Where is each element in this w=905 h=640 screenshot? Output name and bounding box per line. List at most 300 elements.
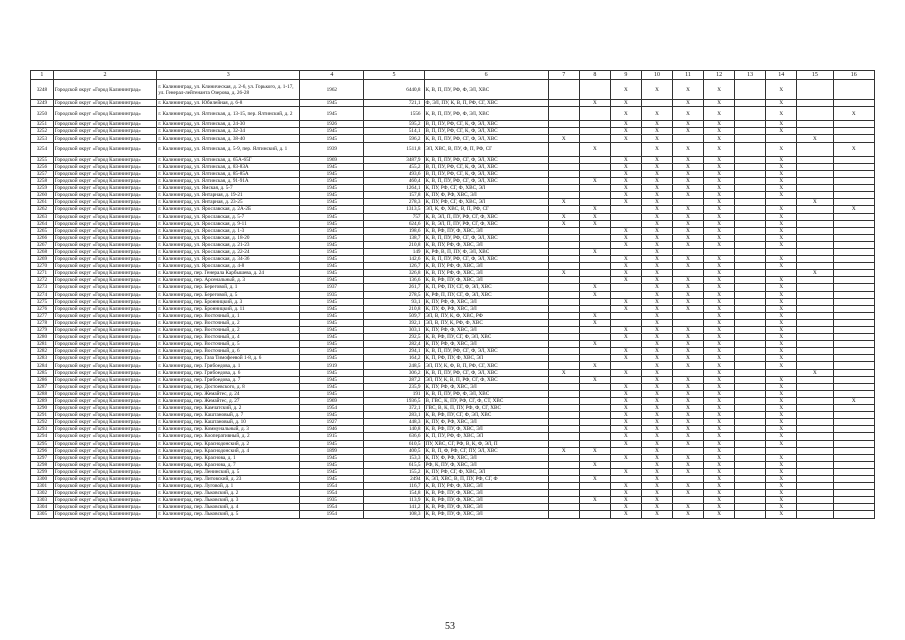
table-cell: X [704, 170, 735, 177]
table-cell: К, В, РФ, ПУ, СГ, Ф, ЭЛ, ХВС [424, 412, 548, 419]
table-cell [833, 291, 875, 298]
table-cell: Городской округ «Город Калининград» [53, 483, 157, 490]
table-cell: X [641, 227, 672, 234]
table-cell [579, 397, 610, 404]
table-cell [673, 319, 704, 326]
table-cell [548, 163, 579, 170]
table-cell: 3286 [31, 376, 54, 383]
table-cell: X [579, 497, 610, 504]
table-cell: 1954 [300, 504, 364, 511]
table-cell: X [641, 383, 672, 390]
table-cell: 1945 [300, 241, 364, 248]
table-cell: X [610, 100, 641, 107]
table-cell: X [641, 277, 672, 284]
table-cell: Городской округ «Город Калининград» [53, 185, 157, 192]
table-row [31, 319, 875, 326]
table-cell: X [704, 369, 735, 376]
table-cell: X [641, 468, 672, 475]
table-cell: X [673, 227, 704, 234]
table-cell [735, 334, 766, 341]
table-cell: К, ПУ, РФ, СГ, Ф, ХВС, ЭЛ [424, 199, 548, 206]
table-cell: ЭЛ, В, ПУ, К, РФ, Ф, ХВС [424, 319, 548, 326]
table-cell: г. Калининград, пер. Береговой, д. 1 [157, 284, 300, 291]
table-cell [579, 163, 610, 170]
table-cell [735, 263, 766, 270]
table-cell: X [673, 355, 704, 362]
table-cell [579, 241, 610, 248]
table-cell [548, 185, 579, 192]
table-cell: К, РФ, П, ПУ, СГ, Ф, ЭЛ, ХВС [424, 291, 548, 298]
table-cell: X [704, 163, 735, 170]
table-cell: Городской округ «Город Калининград» [53, 376, 157, 383]
table-cell: г. Калининград, пер. Достоевского, д. 8 [157, 383, 300, 390]
table-cell: 191 [364, 390, 424, 397]
table-row [31, 178, 875, 185]
table-cell: Городской округ «Город Калининград» [53, 390, 157, 397]
table-cell [610, 341, 641, 348]
table-cell: X [610, 426, 641, 433]
table-cell: X [641, 327, 672, 334]
table-cell [797, 263, 833, 270]
table-cell: 261,7 [364, 284, 424, 291]
table-cell: X [641, 128, 672, 135]
table-cell: X [610, 263, 641, 270]
table-cell: X [641, 362, 672, 369]
table-cell [548, 412, 579, 419]
table-cell: Городской округ «Город Калининград» [53, 192, 157, 199]
table-cell: X [641, 305, 672, 312]
table-cell [610, 142, 641, 156]
table-cell [735, 412, 766, 419]
table-cell: X [673, 156, 704, 163]
table-cell: ЭЛ, ПУ, К, Ф, В, П, РФ, СГ, ХВС [424, 362, 548, 369]
table-cell: Городской округ «Город Калининград» [53, 419, 157, 426]
table-cell: X [704, 270, 735, 277]
table-cell: Городской округ «Город Калининград» [53, 405, 157, 412]
table-cell: X [766, 277, 797, 284]
table-cell [833, 185, 875, 192]
table-cell: X [766, 206, 797, 213]
table-cell [610, 248, 641, 255]
table-cell: X [673, 376, 704, 383]
table-cell: X [766, 142, 797, 156]
table-cell [735, 390, 766, 397]
table-cell [797, 178, 833, 185]
table-cell: г. Калининград, пер. Ленинский, д. 5 [157, 468, 300, 475]
table-cell: Городской округ «Город Калининград» [53, 327, 157, 334]
table-cell: 3256 [31, 163, 54, 170]
table-cell: X [766, 362, 797, 369]
table-cell [579, 390, 610, 397]
table-cell: X [610, 163, 641, 170]
table-cell: 3273 [31, 284, 54, 291]
table-cell: Городской округ «Город Калининград» [53, 490, 157, 497]
table-cell: г. Калининград, пер. Бронницкий, д. 3 [157, 298, 300, 305]
table-cell: 3272 [31, 277, 54, 284]
table-cell: X [833, 206, 875, 213]
table-cell [833, 135, 875, 142]
table-cell: Городской округ «Город Калининград» [53, 369, 157, 376]
table-cell: Городской округ «Город Калининград» [53, 234, 157, 241]
table-cell [548, 376, 579, 383]
table-cell: X [641, 483, 672, 490]
table-cell [833, 241, 875, 248]
table-cell [833, 468, 875, 475]
table-cell [735, 376, 766, 383]
table-cell: 1945 [300, 220, 364, 227]
table-cell: Городской округ «Город Калининград» [53, 128, 157, 135]
table-cell: 3284 [31, 362, 54, 369]
table-cell: X [610, 192, 641, 199]
table-cell: г. Калининград, пер. Камчатский, д. 2 [157, 405, 300, 412]
table-cell: 3281 [31, 341, 54, 348]
table-cell: X [579, 341, 610, 348]
table-cell: РФ, К, ПУ, Ф, ХВС, ЭЛ [424, 461, 548, 468]
table-cell: К, ПУ, РФ, СГ, Ф, ХВС, ЭЛ [424, 185, 548, 192]
table-cell: 1945 [300, 248, 364, 255]
table-cell: К, П, РФ, ПУ, Ф, ХВС, ЭЛ [424, 355, 548, 362]
table-cell: X [673, 426, 704, 433]
table-cell: 3250 [31, 107, 54, 121]
table-cell [735, 170, 766, 177]
table-cell: X [641, 475, 672, 482]
table-cell [548, 284, 579, 291]
table-cell [579, 263, 610, 270]
table-cell [833, 227, 875, 234]
table-cell [766, 369, 797, 376]
table-cell: 1945 [300, 412, 364, 419]
table-cell: г. Калининград, пер. Генерала Карбышева, д. 24 [157, 270, 300, 277]
table-cell: 108,3 [364, 511, 424, 518]
table-cell [766, 248, 797, 255]
table-cell: Городской округ «Город Калининград» [53, 426, 157, 433]
table-cell [735, 440, 766, 447]
table-cell [548, 362, 579, 369]
table-cell: X [704, 277, 735, 284]
table-cell: X [579, 447, 610, 454]
table-cell [797, 277, 833, 284]
table-row [31, 192, 875, 199]
table-cell: X [766, 383, 797, 390]
table-cell [548, 206, 579, 213]
table-row [31, 284, 875, 291]
table-cell: X [610, 170, 641, 177]
table-cell: X [673, 511, 704, 518]
table-cell [610, 284, 641, 291]
table-cell: г. Калининград, ул. Ялтинская, д. 38-40 [157, 135, 300, 142]
table-header [31, 71, 875, 80]
table-cell [579, 483, 610, 490]
table-cell: X [641, 192, 672, 199]
table-cell: X [766, 461, 797, 468]
table-cell: X [704, 447, 735, 454]
table-cell: X [766, 263, 797, 270]
table-cell: 1935 [300, 291, 364, 298]
table-cell: К, В, П, ПУ, РФ, СГ, Ф, ЭЛ, ХВС [424, 369, 548, 376]
table-cell [797, 284, 833, 291]
table-cell: X [548, 135, 579, 142]
table-cell [579, 277, 610, 284]
table-cell: г. Калининград, ул. Ярославская, д. 21-23 [157, 241, 300, 248]
table-cell: К, В, ПУ, РФ, Ф, ХВС, ЭЛ [424, 263, 548, 270]
table-cell: Городской округ «Город Калининград» [53, 362, 157, 369]
table-cell [833, 263, 875, 270]
table-cell: X [548, 369, 579, 376]
table-cell: X [704, 426, 735, 433]
table-cell: X [704, 156, 735, 163]
table-cell: X [673, 454, 704, 461]
table-cell: 615,5 [364, 461, 424, 468]
table-cell: 1915 [300, 433, 364, 440]
table-cell: 3301 [31, 483, 54, 490]
table-cell: К, В, ЭЛ, П, ПУ, РФ, СГ, Ф, ХВС [424, 213, 548, 220]
table-cell: X [704, 461, 735, 468]
table-cell: г. Калининград, пер. Коммунальный, д. 3 [157, 426, 300, 433]
table-cell: X [579, 100, 610, 107]
table-cell [548, 248, 579, 255]
table-cell: 303,1 [364, 327, 424, 334]
table-cell: X [766, 483, 797, 490]
table-cell: 306,2 [364, 369, 424, 376]
table-cell [797, 128, 833, 135]
table-cell: г. Калининград, пер. Восточный, д. 4 [157, 334, 300, 341]
table-cell [548, 298, 579, 305]
table-cell: г. Калининград, пер. Жемайтес, д. 27 [157, 397, 300, 404]
table-cell: 3269 [31, 256, 54, 263]
table-cell: X [673, 291, 704, 298]
table-cell: К, В, П, ПУ, РФ, СГ, Ф, ЭЛ, ХВС [424, 234, 548, 241]
table-cell: X [766, 412, 797, 419]
table-cell [735, 305, 766, 312]
table-cell: ЭЛ, К, Ф, ХВС, В, П, РФ, СГ [424, 206, 548, 213]
table-cell: X [704, 185, 735, 192]
table-cell [797, 206, 833, 213]
table-cell [579, 454, 610, 461]
table-cell: X [641, 270, 672, 277]
table-cell [548, 170, 579, 177]
table-cell [579, 433, 610, 440]
table-cell: 1939 [300, 142, 364, 156]
table-cell [548, 334, 579, 341]
table-cell: Ф, ЭЛ, ПУ, К, В, П, РФ, СГ, ХВС [424, 100, 548, 107]
table-cell [833, 405, 875, 412]
table-cell: X [673, 277, 704, 284]
table-cell: г. Калининград, пер. Литовский, д. 23 [157, 475, 300, 482]
table-row [31, 433, 875, 440]
table-cell: X [641, 291, 672, 298]
table-row [31, 468, 875, 475]
table-cell: Городской округ «Город Калининград» [53, 256, 157, 263]
table-cell: X [610, 80, 641, 100]
table-row [31, 291, 875, 298]
table-cell: 1945 [300, 263, 364, 270]
table-cell: X [610, 433, 641, 440]
table-cell: К, ПУ, РФ, Ф, ХВС, ЭЛ [424, 298, 548, 305]
table-cell: X [673, 397, 704, 404]
table-cell: К, ПУ, Ф, РФ, ХВС, ЭЛ [424, 419, 548, 426]
column-header: 4 [300, 71, 364, 80]
table-row [31, 234, 875, 241]
table-cell: К, В, П, ПУ, РФ, СГ, Ф, ЭЛ, ХВС [424, 178, 548, 185]
table-cell: К, В, РФ, ПУ, Ф, ХВС, ЭЛ [424, 277, 548, 284]
table-cell [673, 475, 704, 482]
table-cell [797, 142, 833, 156]
table-cell: Городской округ «Город Калининград» [53, 213, 157, 220]
table-cell [548, 277, 579, 284]
table-cell [579, 504, 610, 511]
table-cell: 282,4 [364, 341, 424, 348]
table-row [31, 483, 875, 490]
table-cell: X [766, 390, 797, 397]
table-cell [797, 305, 833, 312]
table-cell: г. Калининград, пер. Краснодонский, д. 4 [157, 447, 300, 454]
table-row [31, 80, 875, 100]
table-cell [833, 475, 875, 482]
table-cell: Городской округ «Город Калининград» [53, 461, 157, 468]
table-cell: X [610, 128, 641, 135]
table-cell: г. Калининград, ул. Янтарная, д. 23-25 [157, 199, 300, 206]
table-cell [610, 362, 641, 369]
table-cell: 1937 [300, 284, 364, 291]
table-cell [735, 220, 766, 227]
table-cell: 287,2 [364, 376, 424, 383]
table-cell [548, 504, 579, 511]
table-cell: Городской округ «Город Калининград» [53, 355, 157, 362]
table-cell: Городской округ «Город Калининград» [53, 312, 157, 319]
table-cell: X [704, 327, 735, 334]
table-cell: X [704, 100, 735, 107]
table-cell [610, 312, 641, 319]
table-cell: 326,8 [364, 270, 424, 277]
table-cell [610, 220, 641, 227]
table-cell: X [610, 156, 641, 163]
table-cell: г. Калининград, ул. Клиническая, д. 2-6, ул. Горького, д. 1-17, ул. Генерал-лейтенанта Озерова, д. 26-28 [157, 80, 300, 100]
table-cell: X [641, 256, 672, 263]
table-cell: X [766, 170, 797, 177]
table-cell: X [641, 334, 672, 341]
table-cell: 1945 [300, 185, 364, 192]
table-cell: Городской округ «Город Калининград» [53, 305, 157, 312]
table-cell: X [673, 100, 704, 107]
table-cell: г. Калининград, пер. Береговой, д. 5 [157, 291, 300, 298]
table-cell: X [641, 412, 672, 419]
table-cell [797, 504, 833, 511]
table-cell: X [641, 220, 672, 227]
table-cell [735, 135, 766, 142]
table-cell: г. Калининград, ул. Юбилейная, д. 6-8 [157, 100, 300, 107]
table-cell: X [833, 397, 875, 404]
table-cell: X [704, 390, 735, 397]
table-cell: X [673, 334, 704, 341]
table-cell: 3257 [31, 170, 54, 177]
table-row [31, 355, 875, 362]
table-cell [797, 490, 833, 497]
table-row [31, 447, 875, 454]
table-cell: X [704, 312, 735, 319]
table-cell: X [673, 107, 704, 121]
table-cell: X [641, 234, 672, 241]
table-cell [833, 178, 875, 185]
table-cell: X [641, 199, 672, 206]
table-cell [833, 504, 875, 511]
table-cell: К, ПУ, РФ, Ф, ХВС, ЭЛ [424, 327, 548, 334]
table-cell: г. Калининград, ул. Ярославская, д. 1-3 [157, 227, 300, 234]
table-cell: X [766, 348, 797, 355]
table-row [31, 327, 875, 334]
table-cell [579, 192, 610, 199]
table-cell [735, 128, 766, 135]
table-cell [833, 426, 875, 433]
table-cell [579, 305, 610, 312]
table-cell: 1945 [300, 270, 364, 277]
table-cell: Городской округ «Город Калининград» [53, 291, 157, 298]
table-cell: 3305 [31, 511, 54, 518]
table-cell: 1945 [300, 199, 364, 206]
table-body [31, 80, 875, 519]
table-cell: г. Калининград, ул. Ялтинская, д. 65А-65Г [157, 156, 300, 163]
table-cell: X [579, 284, 610, 291]
table-cell: Городской округ «Город Калининград» [53, 277, 157, 284]
table-cell: К, В, ЭЛ, П, ПУ, РФ, СГ, Ф, ХВС [424, 220, 548, 227]
table-cell [548, 483, 579, 490]
table-cell: Городской округ «Город Калининград» [53, 135, 157, 142]
table-cell: X [610, 397, 641, 404]
table-row [31, 497, 875, 504]
table-row [31, 397, 875, 404]
table-cell [548, 433, 579, 440]
table-cell [735, 100, 766, 107]
table-cell: X [641, 376, 672, 383]
table-cell [735, 199, 766, 206]
table-cell: ПУ, ХВС, СГ, РФ, В, К, Ф, ЭЛ, П [424, 440, 548, 447]
table-cell: 3293 [31, 426, 54, 433]
table-cell: 3295 [31, 440, 54, 447]
table-row [31, 121, 875, 128]
table-cell: X [704, 362, 735, 369]
table-cell: 596,2 [364, 135, 424, 142]
table-cell [766, 447, 797, 454]
table-cell [548, 256, 579, 263]
table-cell: Городской округ «Город Калининград» [53, 227, 157, 234]
table-cell: 1945 [300, 100, 364, 107]
table-cell [797, 234, 833, 241]
table-cell: 1945 [300, 454, 364, 461]
table-cell [735, 383, 766, 390]
table-cell: К, В, РФ, ПУ, Ф, ХВС, ЭЛ [424, 497, 548, 504]
table-cell: X [766, 305, 797, 312]
table-cell: г. Калининград, ул. Ялтинская, д. 85-85А [157, 170, 300, 177]
table-row [31, 270, 875, 277]
table-cell: X [610, 185, 641, 192]
table-cell: г. Калининград, пер. Краснова, д. 1 [157, 454, 300, 461]
table-cell: К, В, П, ПУ, РФ, СГ, Ф, ЭЛ, ХВС [424, 256, 548, 263]
table-cell: X [704, 121, 735, 128]
table-cell [833, 490, 875, 497]
table-cell: 1945 [300, 369, 364, 376]
table-cell [610, 461, 641, 468]
table-cell: X [641, 135, 672, 142]
table-cell: X [766, 107, 797, 121]
table-cell: 1945 [300, 163, 364, 170]
table-cell [797, 220, 833, 227]
table-cell: 140,8 [364, 426, 424, 433]
table-cell: 3278 [31, 319, 54, 326]
table-cell: 3275 [31, 298, 54, 305]
table-cell: К, В, П, ПУ, РФ, СГ, Ф, ЭЛ, ХВС [424, 348, 548, 355]
table-cell: К, РФ, В, П, ПУ, Ф, ЭЛ, ХВС [424, 248, 548, 255]
column-header: 14 [766, 71, 797, 80]
table-cell [735, 369, 766, 376]
